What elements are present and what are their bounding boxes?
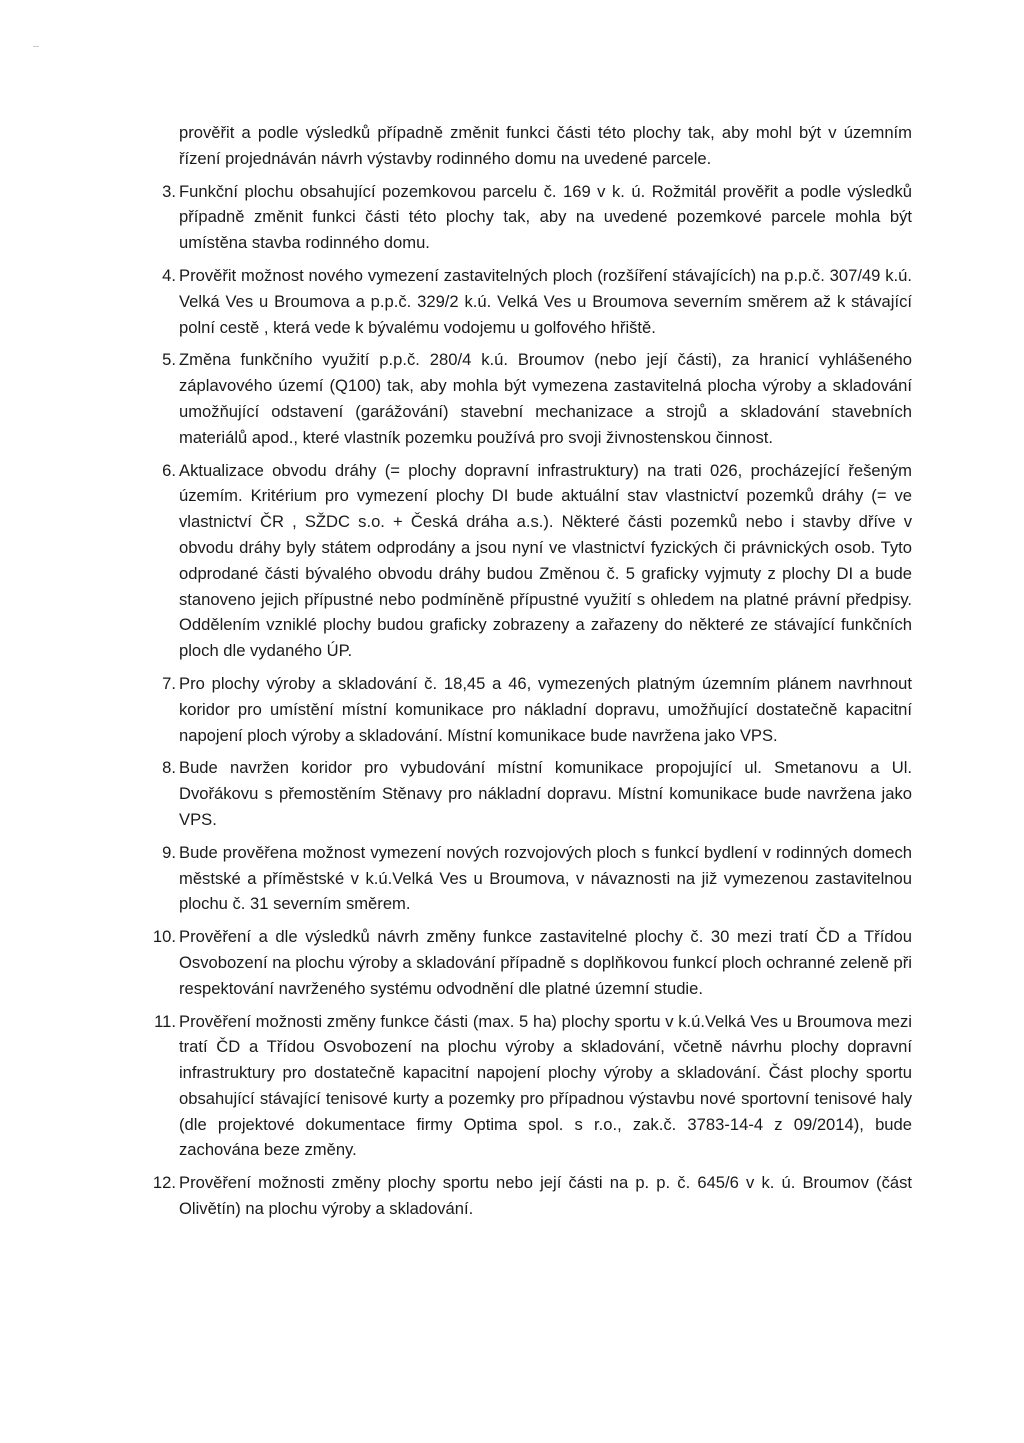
list-item-6 <box>142 458 912 664</box>
item-number: 6. <box>162 460 176 480</box>
item-text: Prověření a dle výsledků návrh změny funkce zastavitelné plochy č. 30 mezi tratí ČD a Třídou Osvobození na plochu výroby a skladování případně s doplňkovou funkcí ploch ochranné zeleně při respektování navrženého systému odvodnění dle platné územní studie. <box>179 927 912 998</box>
item-number: 7. <box>162 673 176 693</box>
item-number: 11. <box>154 1011 176 1031</box>
item-text: Pro plochy výroby a skladování č. 18,45 a 46, vymezených platným územním plánem navrhnout koridor pro umístění místní komunikace pro nákladní dopravu, umožňující dostatečně kapacitní napojení ploch výroby a skladování. Místní komunikace bude navržena jako VPS. <box>179 673 912 745</box>
item-text: Prověřit možnost nového vymezení zastavitelných ploch (rozšíření stávajících) na p.p.č. 307/49 k.ú. Velká Ves u Broumova a p.p.č. 329/2 k.ú. Velká Ves u Broumova severním směrem až k stávající polní cestě , která vede k bývalému vodojemu u golfového hřiště. <box>179 265 912 337</box>
list-item-5 <box>142 347 912 450</box>
item-text: Změna funkčního využití p.p.č. 280/4 k.ú. Broumov (nebo její části), za hranicí vyhlášeného záplavového území (Q100) tak, aby mohla být vymezena zastavitelná plocha výroby a skladování umožňující odstavení (garážování) stavební mechanizace a strojů a skladování stavebních materiálů apod., které vlastník pozemku používá pro svoji živnostenskou činnost. <box>179 350 912 447</box>
list-item-4 <box>142 263 912 340</box>
scan-artifact <box>33 46 39 47</box>
item-text: Funkční plochu obsahující pozemkovou parcelu č. 169 v k. ú. Rožmitál prověřit a podle výsledků případně změnit funkci části této plochy tak, aby na uvedené pozemkové parcele mohla být umístěna stavba rodinného domu. <box>179 181 912 253</box>
item-number: 10. <box>152 927 176 947</box>
list-item-12 <box>142 1170 912 1222</box>
item-text: Prověření možnosti změny funkce části (max. 5 ha) plochy sportu v k.ú.Velká Ves u Broumova mezi tratí ČD a Třídou Osvobození na plochu výroby a skladování, včetně návrhu plochy dopravní infrastruktury pro dostatečně kapacitní napojení plochy výroby a skladování. Část plochy sportu obsahující stávající tenisové kurty a pozemky pro případnou výstavbu nové sportovní tenisové haly (dle projektové dokumentace firmy Optima spol. s r.o., zak.č. 3783-14-4 z 09/2014), bude zachována beze změny. <box>179 1011 912 1160</box>
list-item-8 <box>142 755 912 832</box>
item-text: Bude navržen koridor pro vybudování místní komunikace propojující ul. Smetanovu a Ul. Dvořákovu s přemostěním Stěnavy pro nákladní dopravu. Místní komunikace bude navržena jako VPS. <box>179 758 912 829</box>
item-text: Bude prověřena možnost vymezení nových rozvojových ploch s funkcí bydlení v rodinných domech městské a příměstské v k.ú.Velká Ves u Broumova, v návaznosti na již vymezenou zastavitelnou plochu č. 31 severním směrem. <box>179 842 912 914</box>
list-item-11 <box>142 1009 912 1164</box>
item-text: Aktualizace obvodu dráhy (= plochy dopravní infrastruktury) na trati 026, procházející řešeným územím. Kritérium pro vymezení plochy DI bude aktuální stav vlastnictví pozemků dráhy (= ve vlastnictví ČR , SŽDC s.o. + Česká dráha a.s.). Některé části pozemků nebo i stavby dříve v obvodu dráhy byly státem odprodány a jsou nyní ve vlastnictví fyzických či právnických osob. Tyto odprodané části bývalého obvodu dráhy budou Změnou č. 5 graficky vyjmuty z plochy DI a bude stanoveno jejich přípustné nebo podmíněně přípustné využití s ohledem na platné právní předpisy. Oddělením vzniklé plochy budou graficky zobrazeny a zařazeny do některé ze stávající funkčních ploch dle vydaného ÚP. <box>179 460 912 661</box>
item-number: 8. <box>162 758 176 778</box>
item-number: 9. <box>162 842 176 862</box>
item-number: 5. <box>162 350 176 370</box>
item-number: 12. <box>152 1173 176 1193</box>
list-item-3 <box>142 179 912 256</box>
document-body <box>142 120 912 1222</box>
list-item-10 <box>142 924 912 1001</box>
item-number: 4. <box>162 265 176 285</box>
item-number: 3. <box>162 181 176 201</box>
list-item-9 <box>142 840 912 917</box>
intro-paragraph: prověřit a podle výsledků případně změnit funkci části této plochy tak, aby mohl být v územním řízení projednáván návrh výstavby rodinného domu na uvedené parcele. <box>179 123 912 168</box>
list-item-7 <box>142 671 912 748</box>
item-text: Prověření možnosti změny plochy sportu nebo její části na p. p. č. 645/6 v k. ú. Broumov (část Olivětín) na plochu výroby a skladování. <box>179 1173 912 1219</box>
